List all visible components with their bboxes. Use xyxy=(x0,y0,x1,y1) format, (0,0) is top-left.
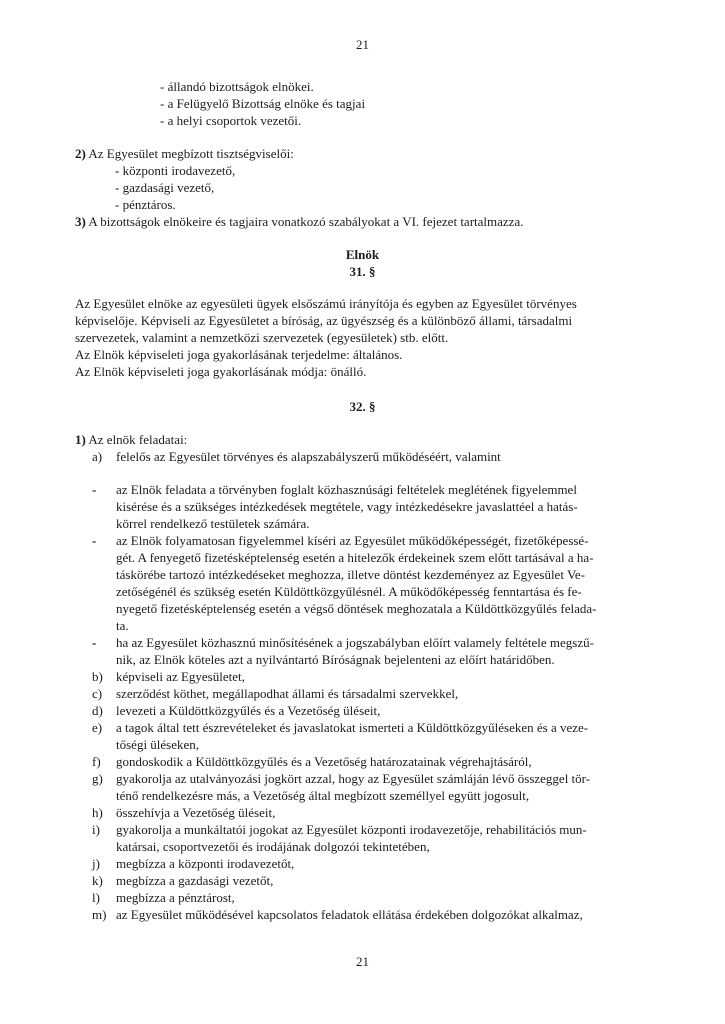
section-number: 2) xyxy=(75,146,86,161)
item-label: m) xyxy=(92,907,107,922)
page-number-top: 21 xyxy=(356,37,369,52)
paragraph-line: Az Elnök képviseleti joga gyakorlásának módja: önálló. xyxy=(75,364,367,379)
item-label: g) xyxy=(92,771,103,786)
heading-32: 32. § xyxy=(349,399,376,414)
item-line: az Elnök feladata a törvényben foglalt közhasznúsági feltételek meglétének figyelemmel xyxy=(116,482,577,497)
list-item: - a helyi csoportok vezetői. xyxy=(160,113,302,128)
item-text: felelős az Egyesület törvényes és alapszabályszerű működéséért, valamint xyxy=(116,449,501,464)
item-line: nik, az Elnök köteles azt a nyilvántartó Bíróságnak bejelenteni az előírt határidőben. xyxy=(116,652,555,667)
section-2 xyxy=(75,146,294,163)
item-line: képviseli az Egyesületet, xyxy=(116,669,245,684)
page-number-bottom: 21 xyxy=(356,954,369,969)
list-item: - pénztáros. xyxy=(115,197,176,212)
section-text: Az elnök feladatai: xyxy=(88,432,188,447)
item-line: ta. xyxy=(116,618,129,633)
item-label: b) xyxy=(92,669,103,684)
item-line: gondoskodik a Küldöttközgyűlés és a Vezetőség határozatainak végrehajtásáról, xyxy=(116,754,532,769)
section-text: Az Egyesület megbízott tisztségviselői: xyxy=(88,146,294,161)
dash-marker: - xyxy=(92,482,97,497)
item-line: megbízza a gazdasági vezetőt, xyxy=(116,873,274,888)
item-label: a) xyxy=(92,449,103,464)
paragraph-line: Az Egyesület elnöke az egyesületi ügyek elsőszámú irányítója és egyben az Egyesület törvényes xyxy=(75,296,577,311)
item-label: c) xyxy=(92,686,103,701)
section-number: 3) xyxy=(75,214,86,229)
dash-marker: - xyxy=(92,635,97,650)
item-line: összehívja a Vezetőség üléseit, xyxy=(116,805,276,820)
item-line: tőségi üléseken, xyxy=(116,737,200,752)
list-item: - a Felügyelő Bizottság elnöke és tagjai xyxy=(160,96,366,111)
item-line: gyakorolja a munkáltatói jogokat az Egyesület központi irodavezetője, rehabilitációs mun- xyxy=(116,822,587,837)
heading-31: 31. § xyxy=(349,264,376,279)
section-1 xyxy=(75,432,187,449)
paragraph-line: szervezetek, valamint a nemzetközi szervezetek (egyesületek) stb. előtt. xyxy=(75,330,449,345)
paragraph-line: Az Elnök képviseleti joga gyakorlásának terjedelme: általános. xyxy=(75,347,403,362)
item-line: az Egyesület működésével kapcsolatos feladatok ellátása érdekében dolgozókat alkalmaz, xyxy=(116,907,583,922)
item-label: i) xyxy=(92,822,100,837)
paragraph-line: képviselője. Képviseli az Egyesületet a bíróság, az ügyészség és a különböző állami, társadalmi xyxy=(75,313,573,328)
item-line: megbízza a központi irodavezetőt, xyxy=(116,856,295,871)
item-line: az Elnök folyamatosan figyelemmel kíséri az Egyesület működőképességét, fizetőképessé- xyxy=(116,533,589,548)
item-label: h) xyxy=(92,805,103,820)
item-line: a tagok által tett észrevételeket és javaslatokat ismerteti a Küldöttközgyűléseken és a veze- xyxy=(116,720,589,735)
item-label: j) xyxy=(92,856,100,871)
item-line: ténő rendelkezésre más, a Vezetőség által megbízott személlyel együtt jogosult, xyxy=(116,788,530,803)
section-text: A bizottságok elnökeire és tagjaira vonatkozó szabályokat a VI. fejezet tartalmazza. xyxy=(88,214,524,229)
list-item: - központi irodavezető, xyxy=(115,163,236,178)
item-label: d) xyxy=(92,703,103,718)
item-line: megbízza a pénztárost, xyxy=(116,890,235,905)
dash-marker: - xyxy=(92,533,97,548)
list-item: - gazdasági vezető, xyxy=(115,180,215,195)
item-label: e) xyxy=(92,720,103,735)
item-line: szerződést köthet, megállapodhat állami és társadalmi szervekkel, xyxy=(116,686,459,701)
item-line: táskörébe tartozó intézkedéseket meghozza, illetve döntést kezdeményez az Egyesület Ve- xyxy=(116,567,585,582)
item-line: katársai, csoportvezetői és irodájának dolgozói tekintetében, xyxy=(116,839,430,854)
item-line: gyakorolja az utalványozási jogkört azzal, hogy az Egyesület számláján lévő összeggel tör- xyxy=(116,771,591,786)
item-label: l) xyxy=(92,890,100,905)
item-line: levezeti a Küldöttközgyűlés és a Vezetőség üléseit, xyxy=(116,703,381,718)
item-label: f) xyxy=(92,754,101,769)
section-3 xyxy=(75,214,523,231)
heading-elnok: Elnök xyxy=(345,247,380,262)
item-line: ha az Egyesület közhasznú minősítésének a jogszabályban előírt valamely feltétele megszű- xyxy=(116,635,594,650)
list-item: - állandó bizottságok elnökei. xyxy=(160,79,314,94)
item-label: k) xyxy=(92,873,103,888)
section-number: 1) xyxy=(75,432,86,447)
item-line: zetőségénél és szükség esetén Küldöttközgyűlésnél. A működőképesség fenntartása és fe- xyxy=(116,584,582,599)
item-line: gét. A fenyegető fizetésképtelenség esetén a hitelezők érdekeinek szem előtt tartásával a ha- xyxy=(116,550,594,565)
item-line: kisérése és a szükséges intézkedések megtétele, vagy intézkedésekre javaslattéel a hatás- xyxy=(116,499,578,514)
item-line: nyegető fizetésképtelenség esetén a végső döntések meghozatala a Küldöttközgyűlés felada- xyxy=(116,601,597,616)
item-line: körrel rendelkező testületek számára. xyxy=(116,516,310,531)
